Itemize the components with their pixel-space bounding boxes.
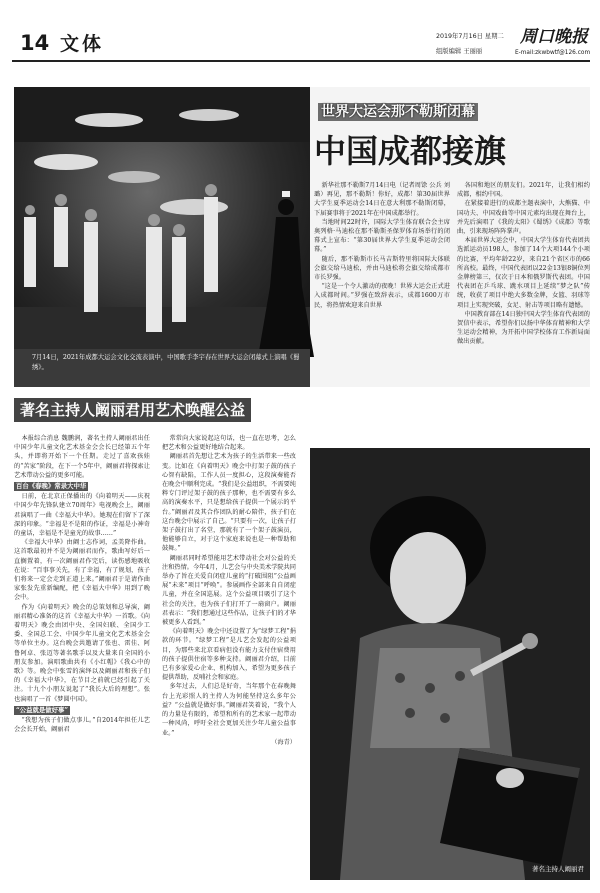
story-closing-ceremony xyxy=(14,87,590,387)
story1-kicker: 世界大运会那不勒斯闭幕 xyxy=(318,103,478,121)
paragraph: 在紧接着进行的成都主题表演中，大熊猫、中国功夫、中国戏曲等中国元素均出现在舞台上，并先后演唱了《我的太阳》《蜀绣》《成都》等歌曲，引来现场阵阵掌声。 xyxy=(457,200,590,236)
header-rule xyxy=(12,60,590,62)
story1-headline: 中国成都接旗 xyxy=(314,132,507,170)
portrait-caption: 著名主持人阚丽君 xyxy=(532,865,584,873)
story2-column-1 xyxy=(14,434,150,884)
header-email: E-mail:zkwbwtf@126.com xyxy=(515,50,591,56)
paragraph: 中国教育部在14日独中国大学生体育代表团的贺信中表示，希望你们以扬中华体育精神和大学生运动会精神，为开拓中国学校体育工作新局面做出贡献。 xyxy=(457,310,590,346)
header-editor: 组版编辑 王丽丽 xyxy=(436,48,483,55)
paragraph: 多年过去，人们总是好奇，当年那个在春晚舞台上光彩照人的主持人为何能坚持这么多年公益？“公益就是做好事。”阚丽君笑着说，“我个人的力量是有限的，希望和所有的艺术家一起带动一种风尚，呼吁全社会更加关注少年儿童公益事业。” xyxy=(162,683,296,737)
paragraph: 《幸福大中华》由阚士志作词，孟美降作曲。这首歌最初并不是为阚丽君而作，歌曲写好后一直搁置着，有一次阚丽君作完后，读伤感地吸收在说：“百事事关先，有了幸福，有了规划，孩子们将来一定会走到正道上来。”阚丽君于是请作曲家张发先重新编配，把《幸福大中华》用到了晚会中。 xyxy=(14,539,150,602)
portrait-photo xyxy=(310,448,590,880)
story2-column-2 xyxy=(162,434,296,884)
story2-headline: 著名主持人阚丽君用艺术唤醒公益 xyxy=(14,398,251,422)
story1-column-2 xyxy=(457,181,590,387)
paragraph: 新华社那不勒斯7月14日电（记者周馀 公兵 刘璐）再见，那不勒斯！你好，成都！第30届世界大学生夏季运动会14日在意大利那不勒斯闭幕，下届赛事将于2021年在中国成都举行。 xyxy=(314,182,450,217)
story-kan-lijun xyxy=(14,398,590,885)
source-credit: （海青） xyxy=(271,738,296,746)
paragraph: 阚丽君首先想让艺术为孩子的生活带来一些改变。比如在《向着明天》晚会中打架子鼓的孩子心智有缺陷，工作人员一度担心，这段演奏能否在晚会中顺利完成。“我们是公益组织，不需要纯粹专门评过架子鼓的孩子那种，也不需要有多么高的演奏水平，只是想给孩子提供一个展示的平台。”阚丽君及其合作团队的耐心陪伴，孩子们在这台晚会中展示了自己。“只要有一次，让孩子打架子鼓打出了名堂，那就有了一个架子鼓演员，他能够自立，对于这个家庭来说也是一种帮助和鼓舞。” xyxy=(162,453,296,553)
subheading: “公益就是做好事” xyxy=(16,705,69,714)
subheading: 百台《春晚》常录大中华 xyxy=(16,482,87,491)
paragraph: 本报综合消息 魏鹏润，著名主持人阚丽君出任中国少年儿童文化艺术基金会会长已经第五个年头，并即将开始下一个任期。走过了喜欢孩娃的“苦家”阶段，在下一个5年中，阚丽君将探索让艺术带动公益的更多可能。 xyxy=(14,435,150,479)
masthead-logo: 周口晚报 xyxy=(520,27,588,47)
paragraph: 常常向大家说起这句话，也一直在思考，怎么把艺术和公益更好地结合起来。 xyxy=(162,435,296,452)
paragraph: 各国和地区的朋友们。2021年，让我们相约成都，相约中国。 xyxy=(457,182,590,199)
paragraph: “这是一个令人激动的夜晚！世界大运会正式进入成都时间。”罗强在致辞表示，成都1600万市民，将热情欢迎来自世界 xyxy=(314,283,450,309)
header-date: 2019年7月16日 星期二 xyxy=(436,33,504,40)
photo-caption: 7月14日，2021年成都大运会文化交流表演中，中国歌手李宇春在世界大运会闭幕式上演唱《蜀绣》。 xyxy=(32,354,300,371)
paragraph: 当地时间22时许，国际大学生体育联合会主席奥列格·马迪松在那不勒斯圣保罗体育场举行的闭幕式上宣布：“第30届世界大学生夏季运动会闭幕。” xyxy=(314,218,450,254)
paragraph: 日前，在北京正保播出的《向着明天——庆祝中国少年先锋队建立70周年》电视晚会上，阚丽君演唱了一曲《幸福大中华》。她现在们留下了深深的印象。“幸福是不是阳的作证，幸福是小神奇的童话，幸福是不是童光的故事……” xyxy=(14,493,150,538)
paragraph: “我想为孩子们做点事儿。”自2014年担任儿艺会会长开始，阚丽君 xyxy=(14,717,150,734)
section-title: 文体 xyxy=(60,33,105,55)
paragraph: 随后，那不勒斯市长马吉斯特里将国际大体联会旗交给马迪松，并由马迪松将会旗交给成都市市长罗强。 xyxy=(314,255,450,282)
story1-column-1 xyxy=(314,181,450,387)
paragraph: 作为《向着明天》晚会的总策划和总导演，阚丽君精心准备的这首《幸福大中华》一首歌。《向着明天》晚会由团中央、全国妇联、全国少工委、全国总工会、中国少年儿童文化艺术基金会等单位主办。这台晚会共邀请了张也、雷佳、阿鲁阿卓、张迈等著名歌手以及大量来自全国的小朋友参加。演唱歌曲共有《小红帽》《我心中的歌》等。晚会中张雪的演绎以及阚丽君和孩子们的《幸福大中华》，在节目之前就已经引起了关注。十九个小朋友说起了“我长大后的理想”。张也演唱了一首《梦圆中国》。 xyxy=(14,603,150,703)
page-number: 14 xyxy=(20,31,50,55)
paragraph: 《向着明天》晚会中还设置了为“绿梦工程”捐款的环节。“绿梦工程”是儿艺会发起的公益项目，为那些来北京看病但没有能力支付住宿费用的孩子提供住宿等多种支持。阚丽君介绍，目前已有多家爱心企业、机构加入，希望为更多孩子提供帮助，反哺社会和家庭。 xyxy=(162,628,296,682)
portrait-photo-art xyxy=(310,448,590,880)
page-header xyxy=(12,27,591,60)
paragraph: 本届世界大运会中，中国大学生体育代表团共选派运动员198人，参加了14个大项144个小项的比赛，平均年龄22岁，来自21个省区市的66所高校。最终，中国代表团以22金13银8铜位列金牌榜第三，仅次于日本和俄罗斯代表团。中国代表团在乒乓球、跳水项目上延续“梦之队”传统，收获了项目中绝大多数金牌，女篮、羽球等项目上实现突破，女足、射击等项目略有遗憾。 xyxy=(457,237,590,309)
paragraph: 阚丽君同时希望能用艺术带动社会对公益的关注和热情。今年4月，儿艺会与中央美术学院共同举办了旨在关爱自闭症儿童的“打破围阻”公益画展“未来”项目“呼唤”。参展画作全部来自自闭症儿童，并在全国巡展。这个公益项目吸引了这个社会的关注，也为孩子们打开了一扇窗户。阚丽君表示：“我们想通过这些作品，让孩子们的才华被更多人看到。” xyxy=(162,554,296,627)
